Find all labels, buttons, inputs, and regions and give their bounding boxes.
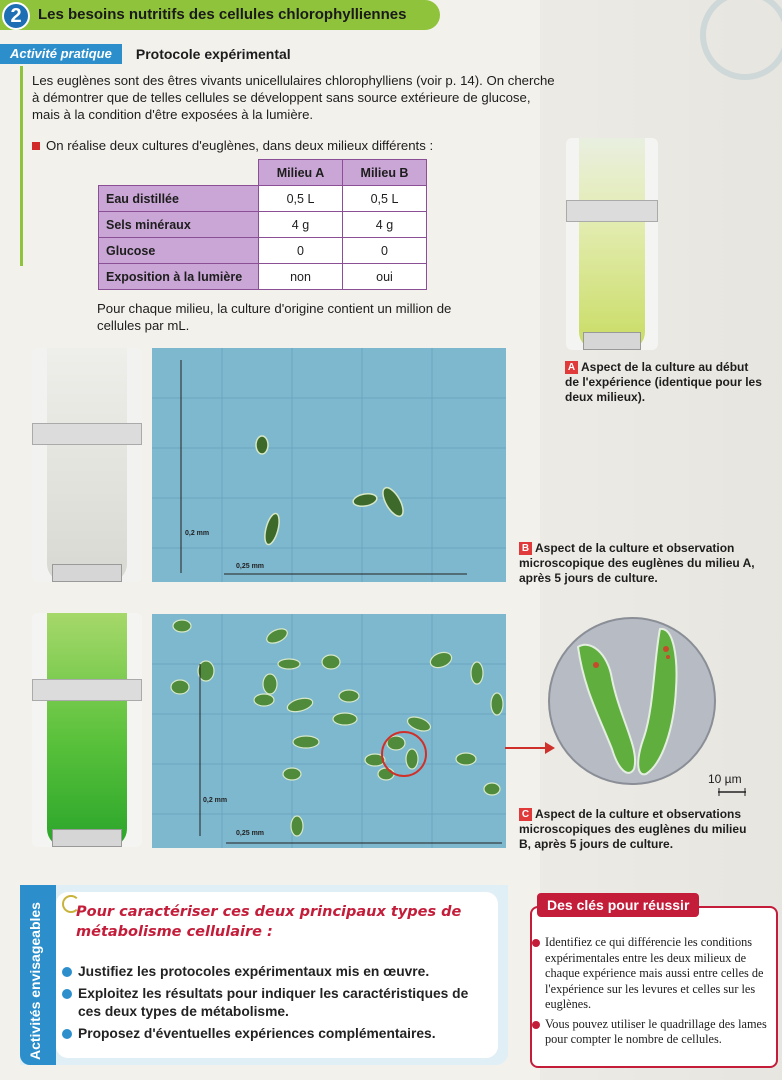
activity-subtitle: Protocole expérimental — [135, 46, 291, 62]
list-item-text: Identifiez ce qui différencie les conditions expérimentales entre les deux milieux de chaque expérience mais aussi entre celles de l'expérience sur les levures et celles sur les euglènes. — [545, 935, 764, 1011]
table-row-label: Glucose — [99, 238, 259, 264]
section-title: Les besoins nutritifs des cellules chlorophylliennes — [38, 6, 407, 23]
table-row — [99, 186, 427, 212]
tube-initial-culture — [566, 138, 658, 350]
euglena-cell — [264, 626, 289, 646]
scale-label-horizontal: 0,25 mm — [236, 563, 265, 570]
list-item-text: Justifiez les protocoles expérimentaux mis en œuvre. — [78, 964, 430, 979]
culture-note: Pour chaque milieu, la culture d'origine contient un million de cellules par mL. — [97, 301, 452, 333]
caption-a-letter: A — [565, 361, 578, 374]
bullet-dot-icon — [62, 967, 72, 977]
caption-c-text: Aspect de la culture et observations microscopiques des euglènes du milieu B, après 5 jours de culture. — [519, 807, 747, 851]
activity-tag: Activité pratique — [0, 44, 122, 64]
tube-milieu-a — [32, 348, 142, 582]
caption-a — [565, 360, 765, 405]
scale-label-horizontal: 0,25 mm — [236, 830, 265, 837]
table-row — [99, 238, 427, 264]
tube-glass — [47, 348, 126, 582]
microscope-grid-a — [152, 348, 506, 582]
keys-list — [532, 935, 774, 1052]
euglena-cell — [378, 768, 394, 780]
euglena-cell — [352, 492, 378, 508]
section-header — [0, 0, 440, 30]
bullet-dot-icon — [532, 939, 540, 947]
table-cell: 0,5 L — [259, 186, 343, 212]
zoom-arrow-icon — [505, 730, 555, 760]
list-item — [62, 1025, 482, 1043]
euglena-cell — [333, 713, 357, 725]
euglena-cell — [256, 436, 268, 454]
euglena-cell — [171, 680, 189, 694]
caption-a-text: Aspect de la culture au début de l'expérience (identique pour les deux milieux). — [565, 360, 762, 404]
tube-ring — [32, 423, 142, 445]
tube-base — [583, 332, 642, 350]
tube-glass — [47, 613, 126, 847]
euglena-detail — [578, 645, 635, 773]
activities-list — [62, 963, 482, 1047]
intro-paragraph: Les euglènes sont des êtres vivants unicellulaires chlorophylliens (voir p. 14). On cherche à démontrer que de telles cellules se développent sans source extérieure de glucose, mais à la condition d'être exposées à la lumière. — [32, 73, 555, 122]
table-cell: 4 g — [259, 212, 343, 238]
table-cell: 0 — [259, 238, 343, 264]
euglena-cell — [262, 512, 282, 546]
table-cell: non — [259, 264, 343, 290]
bullet-dot-icon — [62, 1029, 72, 1039]
tube-ring — [32, 679, 142, 701]
microscope-grid-b — [152, 614, 506, 848]
zoom-highlight-circle — [382, 732, 426, 776]
caption-b-text: Aspect de la culture et observation microscopique des euglènes du milieu A, après 5 jours de culture. — [519, 541, 755, 585]
table-row-label: Eau distillée — [99, 186, 259, 212]
activities-side-label: Activités envisageables — [27, 902, 43, 1060]
list-item — [532, 935, 774, 1013]
euglena-cell — [293, 736, 319, 748]
square-bullet-icon — [32, 142, 40, 150]
table-row-label: Exposition à la lumière — [99, 264, 259, 290]
table-corner — [99, 160, 259, 186]
table-cell: 0,5 L — [343, 186, 427, 212]
scale-label-vertical: 0,2 mm — [185, 530, 210, 537]
list-item — [62, 985, 482, 1021]
table-header-row — [99, 160, 427, 186]
table-row — [99, 212, 427, 238]
euglena-cell — [484, 783, 500, 795]
euglena-cell — [263, 674, 277, 694]
zoom-scale-label: 10 µm — [708, 772, 742, 786]
euglena-cell — [283, 768, 301, 780]
microscope-view-milieu-b — [152, 614, 506, 848]
activities-title: Pour caractériser ces deux principaux types de métabolisme cellulaire : — [76, 904, 462, 940]
euglena-cell — [456, 753, 476, 765]
section-number-badge: 2 — [2, 2, 30, 30]
caption-c — [519, 807, 759, 852]
table-cell: oui — [343, 264, 427, 290]
media-table — [98, 159, 427, 290]
tube-glass — [579, 138, 645, 350]
euglena-cell — [254, 694, 274, 706]
zoom-euglena-drawing — [550, 619, 716, 785]
euglena-cell — [278, 659, 300, 669]
bullet-dot-icon — [62, 989, 72, 999]
table-col-header: Milieu A — [259, 160, 343, 186]
bullet-dot-icon — [532, 1021, 540, 1029]
bullet-text: On réalise deux cultures d'euglènes, dans deux milieux différents : — [46, 138, 434, 153]
table-cell: 0 — [343, 238, 427, 264]
euglena-detail — [638, 629, 676, 774]
tube-base — [52, 829, 122, 847]
microscope-view-milieu-a — [152, 348, 506, 582]
list-item-text: Proposez d'éventuelles expériences complémentaires. — [78, 1026, 436, 1041]
tube-base — [52, 564, 122, 582]
scale-label-vertical: 0,2 mm — [203, 797, 228, 804]
bullet-line — [32, 138, 433, 153]
euglena-cell — [406, 714, 433, 733]
euglena-cell — [322, 655, 340, 669]
zoom-scale-bar — [718, 788, 748, 796]
list-item — [62, 963, 482, 981]
euglena-cell — [339, 690, 359, 702]
table-cell: 4 g — [343, 212, 427, 238]
tube-ring — [566, 200, 658, 222]
list-item-text: Exploitez les résultats pour indiquer les caractéristiques de ces deux types de métabolisme. — [78, 986, 469, 1019]
keys-title: Des clés pour réussir — [537, 893, 699, 917]
table-col-header: Milieu B — [343, 160, 427, 186]
euglena-cell — [291, 816, 303, 836]
euglena-cell — [406, 749, 418, 769]
tube-milieu-b — [32, 613, 142, 847]
caption-b — [519, 541, 759, 586]
caption-c-letter: C — [519, 808, 532, 821]
euglena-cell — [286, 696, 314, 714]
zoom-euglena-view — [548, 617, 716, 785]
table-row-label: Sels minéraux — [99, 212, 259, 238]
list-item — [532, 1017, 774, 1048]
euglena-cell — [173, 620, 191, 632]
caption-b-letter: B — [519, 542, 532, 555]
euglena-cell — [379, 485, 407, 520]
activity-bar — [0, 43, 320, 65]
table-row — [99, 264, 427, 290]
section-rule — [20, 66, 23, 266]
euglena-cell — [491, 693, 503, 715]
list-item-text: Vous pouvez utiliser le quadrillage des lames pour compter le nombre de cellules. — [545, 1016, 767, 1046]
euglena-cell — [471, 662, 483, 684]
